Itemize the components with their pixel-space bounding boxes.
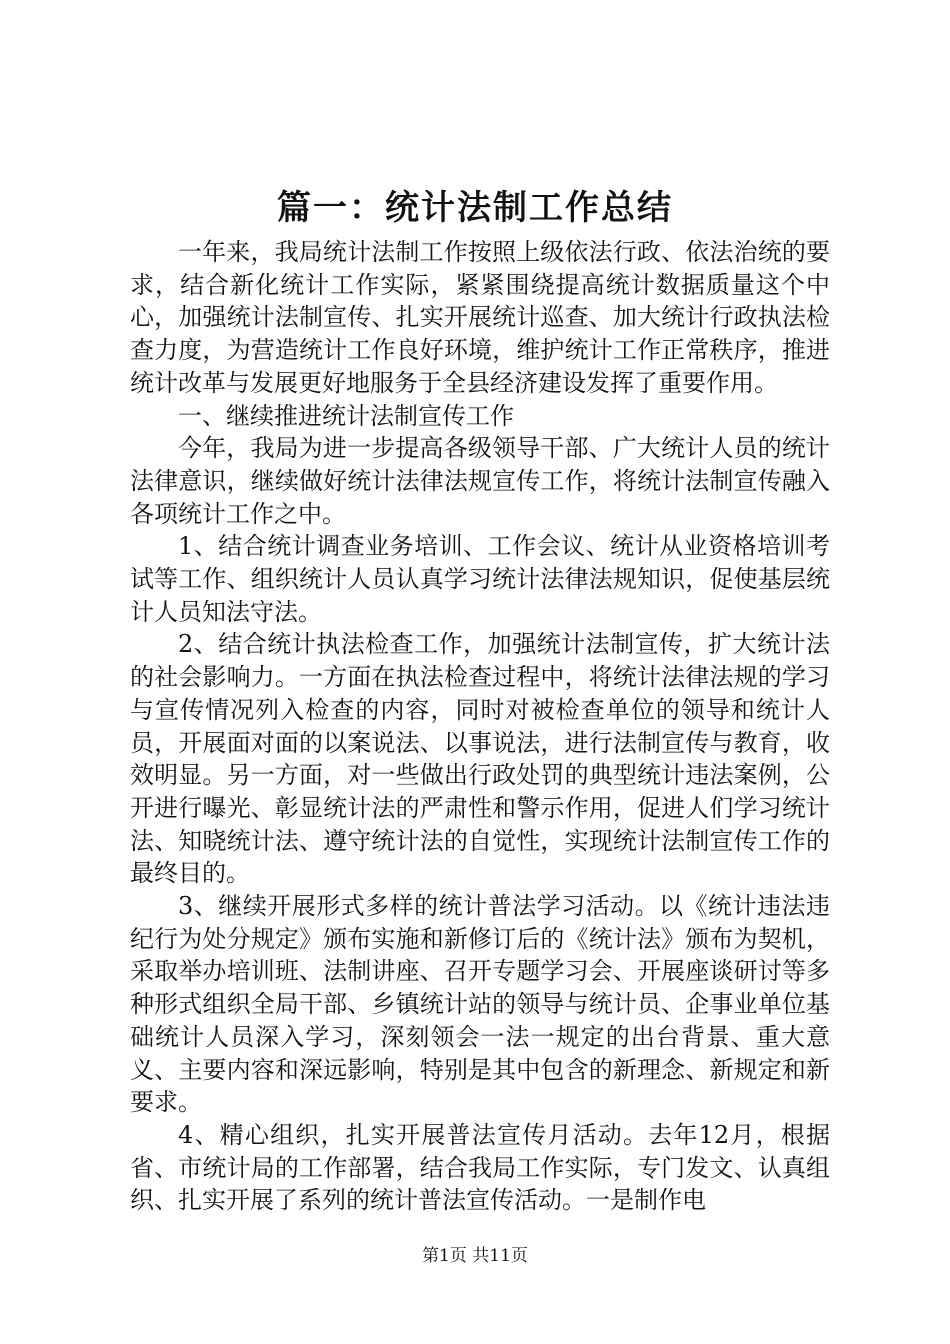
paragraph-item-4: 4、精心组织，扎实开展普法宣传月活动。去年12月，根据省、市统计局的工作部署，结合我局工作实际，专门发文、认真组织、扎实开展了系列的统计普法宣传活动。一是制作电 [130, 1120, 830, 1215]
document-body [130, 236, 830, 1217]
paragraph-item-3: 3、继续开展形式多样的统计普法学习活动。以《统计违法违纪行为处分规定》颁布实施和新修订后的《统计法》颁布为契机，采取举办培训班、法制讲座、召开专题学习会、开展座谈研讨等多种形式组织全局干部、乡镇统计站的领导与统计员、企事业单位基础统计人员深入学习，深刻领会一法一规定的出台背景、重大意义、主要内容和深远影响，特别是其中包含的新理念、新规定和新要求。 [130, 892, 830, 1117]
paragraph-item-2: 2、结合统计执法检查工作，加强统计法制宣传，扩大统计法的社会影响力。一方面在执法检查过程中，将统计法律法规的学习与宣传情况列入检查的内容，同时对被检查单位的领导和统计人员，开展面对面的以案说法、以事说法，进行法制宣传与教育，收效明显。另一方面，对一些做出行政处罚的典型统计违法案例，公开进行曝光、彰显统计法的严肃性和警示作用，促进人们学习统计法、知晓统计法、遵守统计法的自觉性，实现统计法制宣传工作的最终目的。 [130, 630, 830, 888]
paragraph-item-1: 1、结合统计调查业务培训、工作会议、统计从业资格培训考试等工作、组织统计人员认真学习统计法律法规知识，促使基层统计人员知法守法。 [130, 532, 830, 626]
paragraph-intro: 一年来，我局统计法制工作按照上级依法行政、依法治统的要求，结合新化统计工作实际，紧紧围绕提高统计数据质量这个中心，加强统计法制宣传、扎实开展统计巡查、加大统计行政执法检查力度，为营造统计工作良好环境，维护统计工作正常秩序，推进统计改革与发展更好地服务于全县经济建设发挥了重要作用。 [130, 238, 830, 397]
section-heading-1: 一、继续推进统计法制宣传工作 [178, 401, 514, 430]
page-number-footer: 第1页 共11页 [422, 1246, 528, 1266]
document-title: 篇一：统计法制工作总结 [277, 188, 673, 228]
paragraph-section-intro: 今年，我局为进一步提高各级领导干部、广大统计人员的统计法律意识，继续做好统计法律法规宣传工作，将统计法制宣传融入各项统计工作之中。 [130, 434, 830, 528]
